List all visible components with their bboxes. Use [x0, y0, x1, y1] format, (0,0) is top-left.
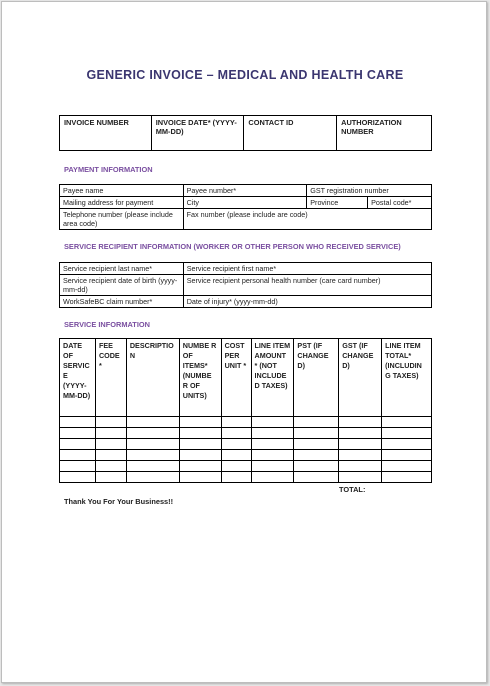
recipient-last-name-field[interactable]: Service recipient last name*	[60, 263, 184, 275]
payment-heading: PAYMENT INFORMATION	[64, 165, 153, 174]
col-gst: GST (IF CHANGE D)	[339, 339, 382, 417]
payee-number-field[interactable]: Payee number*	[183, 185, 307, 197]
postal-code-field[interactable]: Postal code*	[368, 197, 432, 209]
recipient-first-name-field[interactable]: Service recipient first name*	[183, 263, 431, 275]
col-cost-per-unit: COST PER UNIT *	[221, 339, 251, 417]
table-row	[60, 461, 432, 472]
fax-field[interactable]: Fax number (please include are code)	[183, 209, 431, 230]
invoice-date-field[interactable]: INVOICE DATE* (YYYY-MM-DD)	[151, 116, 244, 151]
table-row	[60, 450, 432, 461]
table-row	[60, 428, 432, 439]
invoice-header-table	[59, 115, 432, 151]
col-line-item-amount: LINE ITEM AMOUNT * (NOT INCLUDE D TAXES)	[251, 339, 294, 417]
service-header-row	[60, 339, 432, 417]
payment-table	[59, 184, 432, 230]
recipient-table	[59, 262, 432, 308]
table-row	[60, 439, 432, 450]
thank-you-note: Thank You For Your Business!!	[64, 497, 174, 506]
province-field[interactable]: Province	[307, 197, 368, 209]
col-line-item-total: LINE ITEM TOTAL* (INCLUDIN G TAXES)	[382, 339, 432, 417]
injury-date-field[interactable]: Date of injury* (yyyy-mm-dd)	[183, 296, 431, 308]
invoice-number-field[interactable]: INVOICE NUMBER	[60, 116, 152, 151]
recipient-dob-field[interactable]: Service recipient date of birth (yyyy-mm-dd)	[60, 275, 184, 296]
recipient-heading: SERVICE RECIPIENT INFORMATION (WORKER OR OTHER PERSON WHO RECEIVED SERVICE)	[64, 242, 401, 251]
telephone-field[interactable]: Telephone number (please include area code)	[60, 209, 184, 230]
table-row	[60, 417, 432, 428]
payee-name-field[interactable]: Payee name	[60, 185, 184, 197]
total-label: TOTAL:	[339, 485, 366, 494]
col-number-of-items: NUMBE R OF ITEMS* (NUMBE R OF UNITS)	[179, 339, 221, 417]
service-table	[59, 338, 432, 483]
recipient-phn-field[interactable]: Service recipient personal health number (care card number)	[183, 275, 431, 296]
col-date-of-service: DATE OF SERVIC E (YYYY-MM-DD)	[60, 339, 96, 417]
col-pst: PST (IF CHANGE D)	[294, 339, 339, 417]
invoice-page	[1, 1, 487, 683]
contact-id-field[interactable]: CONTACT ID	[244, 116, 337, 151]
table-row	[60, 472, 432, 483]
col-description: DESCRIPTIO N	[126, 339, 179, 417]
col-fee-code: FEE CODE *	[95, 339, 126, 417]
authorization-number-field[interactable]: AUTHORIZATION NUMBER	[337, 116, 432, 151]
claim-number-field[interactable]: WorkSafeBC claim number*	[60, 296, 184, 308]
gst-number-field[interactable]: GST registration number	[307, 185, 432, 197]
mailing-address-field[interactable]: Mailing address for payment	[60, 197, 184, 209]
page-title: GENERIC INVOICE – MEDICAL AND HEALTH CARE	[86, 68, 404, 82]
service-heading: SERVICE INFORMATION	[64, 320, 150, 329]
city-field[interactable]: City	[183, 197, 307, 209]
